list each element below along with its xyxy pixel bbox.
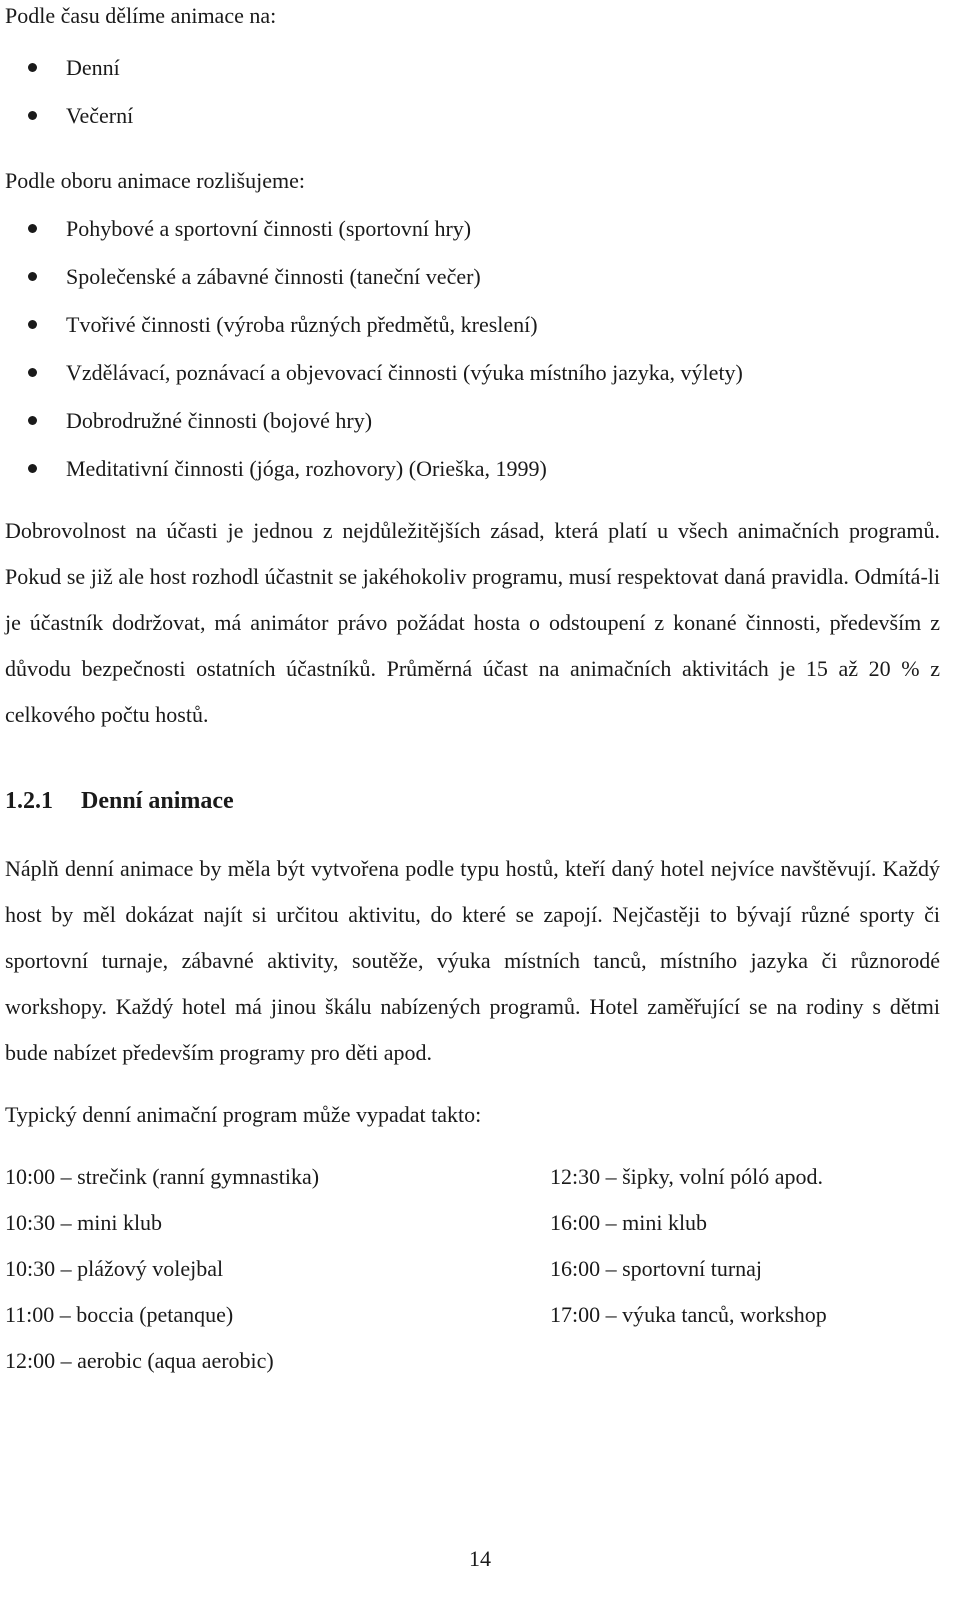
bullet-icon — [28, 272, 37, 281]
list-item: Meditativní činnosti (jóga, rozhovory) (Orieška, 1999) — [5, 445, 940, 493]
bullet-icon — [28, 368, 37, 377]
list-item: Vzdělávací, poznávací a objevovací činnosti (výuka místního jazyka, výlety) — [5, 349, 940, 397]
schedule-item: 16:00 – sportovní turnaj — [550, 1256, 763, 1281]
schedule-item: 16:00 – mini klub — [550, 1210, 708, 1235]
bullet-icon — [28, 416, 37, 425]
bullet-icon — [28, 63, 37, 72]
time-list — [5, 44, 940, 140]
schedule-item: 12:30 – šipky, volní póló apod. — [550, 1164, 823, 1189]
intro-time-text: Podle času dělíme animace na: — [5, 3, 277, 28]
paragraph-daily: Náplň denní animace by měla být vytvořena podle typu hostů, kteří daný hotel nejvíce navštěvují. Každý host by měl dokázat najít si určitou aktivitu, do které se zapojí. Nejčastěji to bývají různé sporty či sportovní turnaje, zábavné aktivity, soutěže, výuka místních tanců, místního jazyka či různorodé workshopy. Každý hotel má jinou škálu nabízených programů. Hotel zaměřující se na rodiny s dětmi bude nabízet především programy pro děti apod. — [5, 856, 940, 1065]
schedule-left-column — [5, 1154, 550, 1384]
schedule-item: 11:00 – boccia (petanque) — [5, 1302, 234, 1327]
schedule-item: 10:00 – strečink (ranní gymnastika) — [5, 1164, 320, 1189]
section-heading — [5, 778, 940, 824]
document-page — [5, 0, 940, 1384]
schedule-intro: Typický denní animační program může vypadat takto: — [5, 1102, 482, 1127]
paragraph-voluntary: Dobrovolnost na účasti je jednou z nejdůležitějších zásad, která platí u všech animačních programů. Pokud se již ale host rozhodl účastnit se jakéhokoliv programu, musí respektovat daná pravidla. Odmítá-li je účastník dodržovat, má animátor právo požádat hosta o odstoupení z konané činnosti, především z důvodu bezpečnosti ostatních účastníků. Průměrná účast na animačních aktivitách je 15 až 20 % z celkového počtu hostů. — [5, 518, 940, 727]
schedule-table — [5, 1154, 940, 1384]
schedule-item: 10:30 – mini klub — [5, 1210, 163, 1235]
list-item: Pohybové a sportovní činnosti (sportovní hry) — [5, 205, 940, 253]
list-item: Dobrodružné činnosti (bojové hry) — [5, 397, 940, 445]
intro-field-text: Podle oboru animace rozlišujeme: — [5, 168, 305, 193]
list-item: Denní — [5, 44, 940, 92]
page-number: 14 — [469, 1546, 491, 1571]
bullet-icon — [28, 320, 37, 329]
bullet-icon — [28, 224, 37, 233]
schedule-right-column — [550, 1154, 940, 1384]
list-item: Večerní — [5, 92, 940, 140]
list-item: Společenské a zábavné činnosti (taneční večer) — [5, 253, 940, 301]
schedule-item: 12:00 – aerobic (aqua aerobic) — [5, 1348, 274, 1373]
section-title: Denní animace — [81, 788, 234, 814]
schedule-item: 17:00 – výuka tanců, workshop — [550, 1302, 827, 1327]
schedule-item: 10:30 – plážový volejbal — [5, 1256, 224, 1281]
list-item: Tvořivé činnosti (výroba různých předmětů, kreslení) — [5, 301, 940, 349]
bullet-icon — [28, 111, 37, 120]
field-list — [5, 205, 940, 493]
bullet-icon — [28, 464, 37, 473]
section-number: 1.2.1 — [5, 788, 53, 814]
